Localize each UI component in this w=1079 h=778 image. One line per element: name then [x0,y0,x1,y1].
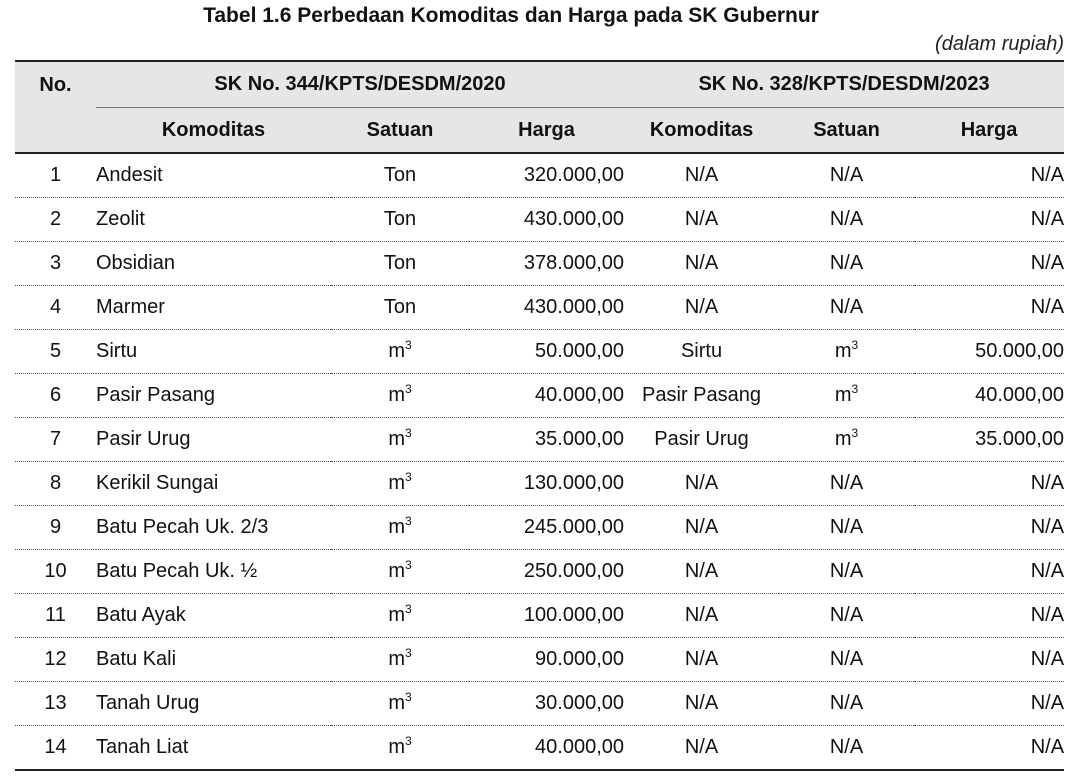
header-satuan-2020: Satuan [331,108,469,154]
cell-row-number: 1 [15,153,96,198]
cell-satuan-2023: N/A [779,198,914,242]
cell-komoditas-2020: Tanah Liat [96,726,331,771]
header-sk-2020: SK No. 344/KPTS/DESDM/2020 [96,61,624,108]
cell-satuan-2020: $m^3$ [331,418,469,462]
cell-harga-2023: N/A [914,506,1064,550]
cell-komoditas-2020: Batu Pecah Uk. 2/3 [96,506,331,550]
cell-satuan-2020: $m^3$ [331,462,469,506]
cell-harga-2020: 320.000,00 [469,153,624,198]
cell-komoditas-2020: Sirtu [96,330,331,374]
cell-harga-2020: 30.000,00 [469,682,624,726]
cell-harga-2020: 245.000,00 [469,506,624,550]
cell-satuan-2023: N/A [779,594,914,638]
cell-row-number: 6 [15,374,96,418]
table-row [15,550,1064,594]
cell-komoditas-2020: Pasir Urug [96,418,331,462]
cell-harga-2023: 35.000,00 [914,418,1064,462]
cell-harga-2023: N/A [914,153,1064,198]
cell-row-number: 2 [15,198,96,242]
cell-satuan-2023: N/A [779,682,914,726]
cell-harga-2020: 378.000,00 [469,242,624,286]
cell-harga-2023: N/A [914,594,1064,638]
cell-row-number: 10 [15,550,96,594]
cell-harga-2020: 100.000,00 [469,594,624,638]
cell-satuan-2020: $m^3$ [331,550,469,594]
cell-harga-2023: N/A [914,726,1064,771]
cell-komoditas-2020: Andesit [96,153,331,198]
cell-komoditas-2020: Batu Kali [96,638,331,682]
cell-komoditas-2020: Pasir Pasang [96,374,331,418]
cell-satuan-2023: N/A [779,506,914,550]
cell-satuan-2020: $m^3$ [331,374,469,418]
cell-harga-2020: 40.000,00 [469,726,624,771]
cell-komoditas-2023: N/A [624,242,779,286]
cell-komoditas-2020: Tanah Urug [96,682,331,726]
table-row [15,198,1064,242]
cell-harga-2020: 40.000,00 [469,374,624,418]
cell-satuan-2020: Ton [331,198,469,242]
header-no: No. [15,61,96,153]
table-row [15,330,1064,374]
cell-satuan-2023: N/A [779,242,914,286]
cell-komoditas-2023: N/A [624,153,779,198]
cell-komoditas-2023: Pasir Urug [624,418,779,462]
cell-harga-2023: N/A [914,638,1064,682]
table-title: Tabel 1.6 Perbedaan Komoditas dan Harga pada SK Gubernur [203,4,819,27]
table-row [15,286,1064,330]
table-row [15,726,1064,771]
cell-komoditas-2020: Batu Pecah Uk. ½ [96,550,331,594]
cell-harga-2020: 130.000,00 [469,462,624,506]
cell-komoditas-2023: N/A [624,462,779,506]
table-body [15,153,1064,770]
header-satuan-2023: Satuan [779,108,914,154]
cell-row-number: 3 [15,242,96,286]
cell-komoditas-2020: Kerikil Sungai [96,462,331,506]
table-row [15,153,1064,198]
table-row [15,418,1064,462]
cell-komoditas-2023: N/A [624,506,779,550]
cell-komoditas-2023: Sirtu [624,330,779,374]
cell-satuan-2020: Ton [331,242,469,286]
cell-komoditas-2023: N/A [624,638,779,682]
table-row [15,682,1064,726]
header-harga-2023: Harga [914,108,1064,154]
table-row [15,462,1064,506]
cell-komoditas-2023: N/A [624,726,779,771]
table-row [15,242,1064,286]
cell-row-number: 12 [15,638,96,682]
cell-satuan-2020: Ton [331,286,469,330]
cell-harga-2023: 40.000,00 [914,374,1064,418]
cell-komoditas-2023: N/A [624,550,779,594]
cell-komoditas-2020: Batu Ayak [96,594,331,638]
cell-komoditas-2020: Zeolit [96,198,331,242]
cell-komoditas-2023: N/A [624,198,779,242]
cell-harga-2023: N/A [914,462,1064,506]
cell-satuan-2020: $m^3$ [331,594,469,638]
cell-harga-2020: 90.000,00 [469,638,624,682]
table-row [15,506,1064,550]
cell-row-number: 9 [15,506,96,550]
cell-harga-2020: 50.000,00 [469,330,624,374]
cell-row-number: 4 [15,286,96,330]
cell-harga-2023: 50.000,00 [914,330,1064,374]
cell-row-number: 5 [15,330,96,374]
header-komoditas-2023: Komoditas [624,108,779,154]
cell-satuan-2023: N/A [779,153,914,198]
cell-harga-2023: N/A [914,198,1064,242]
cell-komoditas-2023: N/A [624,286,779,330]
cell-harga-2023: N/A [914,550,1064,594]
header-sk-2023: SK No. 328/KPTS/DESDM/2023 [624,61,1064,108]
cell-satuan-2023: N/A [779,638,914,682]
cell-satuan-2020: $m^3$ [331,638,469,682]
table-row [15,374,1064,418]
header-komoditas-2020: Komoditas [96,108,331,154]
cell-harga-2020: 250.000,00 [469,550,624,594]
cell-satuan-2023: N/A [779,550,914,594]
cell-harga-2020: 430.000,00 [469,198,624,242]
cell-row-number: 11 [15,594,96,638]
cell-row-number: 8 [15,462,96,506]
cell-satuan-2023: N/A [779,462,914,506]
cell-row-number: 13 [15,682,96,726]
cell-harga-2023: N/A [914,286,1064,330]
commodity-price-table [15,60,1064,771]
cell-row-number: 7 [15,418,96,462]
cell-komoditas-2020: Marmer [96,286,331,330]
header-harga-2020: Harga [469,108,624,154]
cell-satuan-2023: N/A [779,726,914,771]
cell-satuan-2020: $m^3$ [331,726,469,771]
cell-satuan-2023: $m^3$ [779,330,914,374]
cell-row-number: 14 [15,726,96,771]
cell-satuan-2020: Ton [331,153,469,198]
cell-satuan-2020: $m^3$ [331,330,469,374]
cell-satuan-2023: N/A [779,286,914,330]
cell-satuan-2023: $m^3$ [779,418,914,462]
cell-komoditas-2023: Pasir Pasang [624,374,779,418]
table-row [15,638,1064,682]
cell-satuan-2020: $m^3$ [331,682,469,726]
cell-harga-2023: N/A [914,242,1064,286]
unit-note: (dalam rupiah) [935,33,1064,55]
cell-komoditas-2023: N/A [624,594,779,638]
cell-komoditas-2020: Obsidian [96,242,331,286]
cell-satuan-2020: $m^3$ [331,506,469,550]
table-row [15,594,1064,638]
cell-harga-2020: 430.000,00 [469,286,624,330]
cell-satuan-2023: $m^3$ [779,374,914,418]
cell-komoditas-2023: N/A [624,682,779,726]
cell-harga-2020: 35.000,00 [469,418,624,462]
cell-harga-2023: N/A [914,682,1064,726]
